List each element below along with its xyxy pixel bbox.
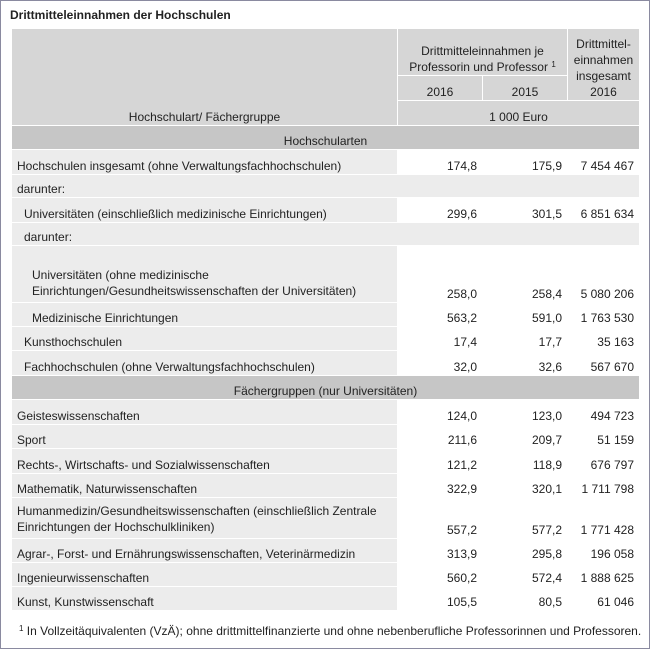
value-2015: 577,2 (483, 498, 568, 539)
value-2015: 175,9 (483, 150, 568, 175)
table-body (12, 126, 640, 611)
table-row (12, 303, 640, 327)
value-total: 5 080 206 (568, 246, 640, 303)
row-label: Universitäten (einschließlich medizinische Einrichtungen) (12, 198, 398, 223)
value-total: 1 763 530 (568, 303, 640, 327)
value-2016: 560,2 (398, 563, 483, 587)
section-header: Hochschularten (12, 126, 640, 150)
row-label: Sport (12, 425, 398, 449)
table-row (12, 327, 640, 351)
table-row (12, 175, 640, 198)
row-label: Rechts-, Wirtschafts- und Sozialwissenschaften (12, 449, 398, 474)
value-2015: 17,7 (483, 327, 568, 351)
value-total: 7 454 467 (568, 150, 640, 175)
value-2015: 209,7 (483, 425, 568, 449)
header-group (398, 29, 568, 76)
value-2016: 557,2 (398, 498, 483, 539)
row-label: darunter: (12, 175, 640, 198)
value-2015: 572,4 (483, 563, 568, 587)
table-row (12, 563, 640, 587)
value-2015: 295,8 (483, 539, 568, 563)
table-row (12, 449, 640, 474)
value-2015: 320,1 (483, 474, 568, 498)
value-2016: 211,6 (398, 425, 483, 449)
value-2015: 80,5 (483, 587, 568, 611)
row-label: Geisteswissenschaften (12, 400, 398, 425)
value-2015: 118,9 (483, 449, 568, 474)
value-2016: 17,4 (398, 327, 483, 351)
value-total: 1 711 798 (568, 474, 640, 498)
table-row (12, 150, 640, 175)
value-2015: 591,0 (483, 303, 568, 327)
table-title: Drittmitteleinnahmen der Hochschulen (10, 8, 231, 22)
header-year-2015: 2015 (483, 76, 568, 101)
table-row (12, 198, 640, 223)
header-unit: 1 000 Euro (398, 101, 640, 126)
value-total: 196 058 (568, 539, 640, 563)
table-row (12, 223, 640, 246)
row-label: Ingenieurwissenschaften (12, 563, 398, 587)
row-label: Agrar-, Forst- und Ernährungswissenschaften, Veterinärmedizin (12, 539, 398, 563)
value-2016: 105,5 (398, 587, 483, 611)
value-total: 6 851 634 (568, 198, 640, 223)
value-total: 1 888 625 (568, 563, 640, 587)
row-label: Fachhochschulen (ohne Verwaltungsfachhochschulen) (12, 351, 398, 376)
value-2016: 313,9 (398, 539, 483, 563)
value-2015: 258,4 (483, 246, 568, 303)
header-year-2016: 2016 (398, 76, 483, 101)
table-row (12, 474, 640, 498)
table-row (12, 498, 640, 539)
value-2016: 563,2 (398, 303, 483, 327)
value-total: 51 159 (568, 425, 640, 449)
footnote-ref: 1 (551, 60, 556, 69)
value-2016: 258,0 (398, 246, 483, 303)
value-2016: 299,6 (398, 198, 483, 223)
footnote-marker: 1 (19, 624, 24, 633)
value-2015: 123,0 (483, 400, 568, 425)
row-label: Hochschulen insgesamt (ohne Verwaltungsfachhochschulen) (12, 150, 398, 175)
section-header: Fächergruppen (nur Universitäten) (12, 376, 640, 400)
value-2016: 322,9 (398, 474, 483, 498)
header-category: Hochschulart/ Fächergruppe (12, 29, 398, 126)
value-2016: 121,2 (398, 449, 483, 474)
table-row (12, 539, 640, 563)
row-label: Kunst, Kunstwissenschaft (12, 587, 398, 611)
header-total: Drittmittel-einnahmen insgesamt 2016 (568, 29, 640, 101)
row-label: Mathematik, Naturwissenschaften (12, 474, 398, 498)
value-total: 1 771 428 (568, 498, 640, 539)
value-2015: 301,5 (483, 198, 568, 223)
header-group-label: Drittmitteleinnahmen je Professorin und Professor (409, 44, 548, 74)
table-row (12, 425, 640, 449)
row-label: Medizinische Einrichtungen (12, 303, 398, 327)
table-row (12, 351, 640, 376)
value-2016: 124,0 (398, 400, 483, 425)
value-total: 61 046 (568, 587, 640, 611)
value-total: 35 163 (568, 327, 640, 351)
value-total: 494 723 (568, 400, 640, 425)
row-label: Humanmedizin/Gesundheitswissenschaften (einschließlich Zentrale Einrichtungen der Hochschulkliniken) (12, 498, 398, 539)
value-2016: 32,0 (398, 351, 483, 376)
row-label: Universitäten (ohne medizinische Einrichtungen/Gesundheitswissenschaften der Universitäten) (12, 246, 398, 303)
value-2016: 174,8 (398, 150, 483, 175)
row-label: darunter: (12, 223, 640, 246)
data-table (11, 28, 640, 611)
table-row (12, 587, 640, 611)
footnote (19, 624, 641, 638)
table-row (12, 246, 640, 303)
table-row (12, 400, 640, 425)
row-label: Kunsthochschulen (12, 327, 398, 351)
value-total: 676 797 (568, 449, 640, 474)
value-total: 567 670 (568, 351, 640, 376)
footnote-text: In Vollzeitäquivalenten (VzÄ); ohne drittmittelfinanzierte und ohne nebenberufliche Professorinnen und Professoren. (26, 624, 642, 638)
value-2015: 32,6 (483, 351, 568, 376)
